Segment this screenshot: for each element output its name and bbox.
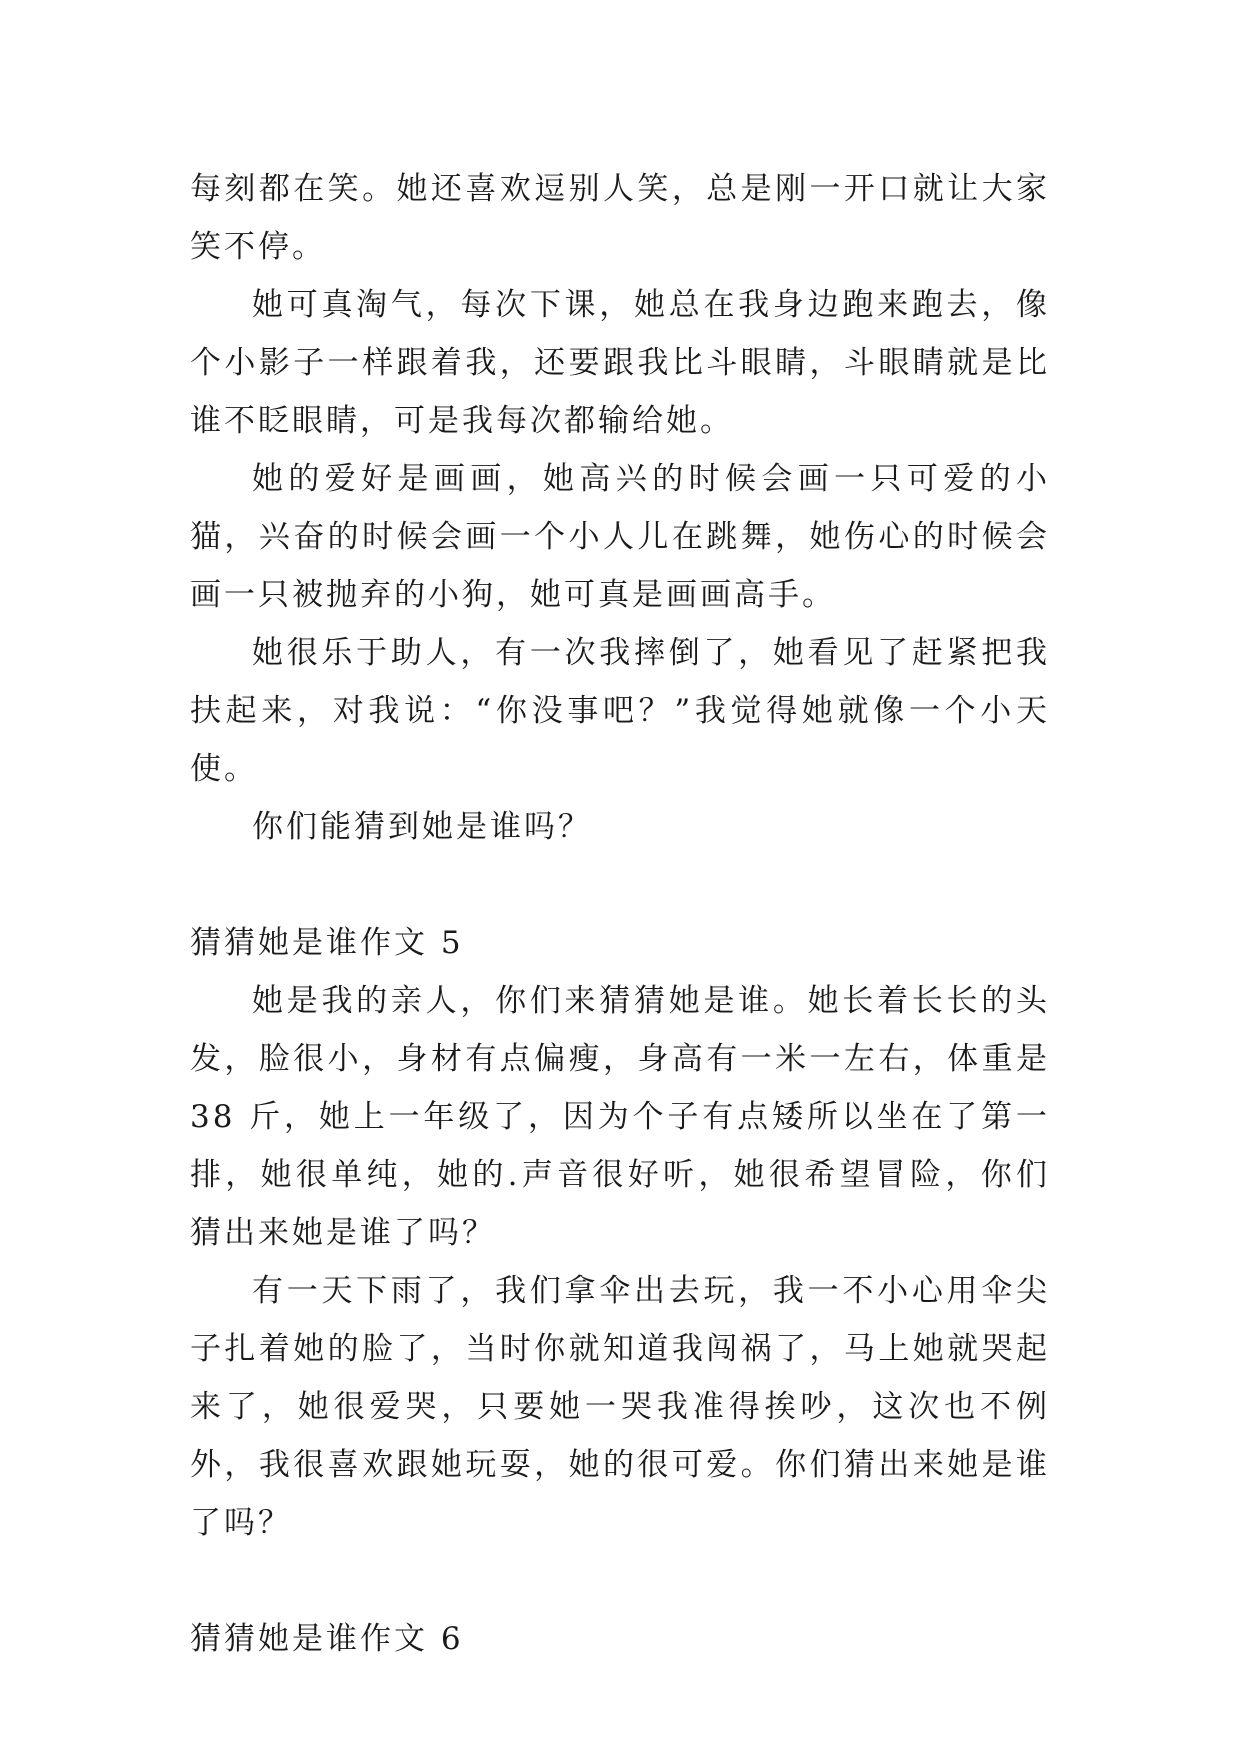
section-heading-5: 猜猜她是谁作文 5	[190, 925, 464, 961]
paragraph: 有一天下雨了，我们拿伞出去玩，我一不小心用伞尖子扎着她的脸了，当时你就知道我闯祸了，马上她就哭起来了，她很爱哭，只要她一哭我准得挨吵，这次也不例外，我很喜欢跟她玩耍，她的很可爱。你们猜出来她是谁了吗？	[190, 1273, 1050, 1541]
paragraph: 你们能猜到她是谁吗？	[252, 809, 592, 845]
paragraph: 她是我的亲人，你们来猜猜她是谁。她长着长长的头发，脸很小，身材有点偏瘦，身高有一米一左右，体重是 38 斤，她上一年级了，因为个子有点矮所以坐在了第一排，她很单纯，她的.声音很好听，她很希望冒险，你们猜出来她是谁了吗？	[190, 983, 1050, 1251]
document-body	[190, 160, 1050, 1668]
paragraph: 她的爱好是画画，她高兴的时候会画一只可爱的小猫，兴奋的时候会画一个小人儿在跳舞，她伤心的时候会画一只被抛弃的小狗，她可真是画画高手。	[190, 461, 1050, 613]
paragraph: 她可真淘气，每次下课，她总在我身边跑来跑去，像个小影子一样跟着我，还要跟我比斗眼睛，斗眼睛就是比谁不眨眼睛，可是我每次都输给她。	[190, 287, 1050, 439]
section-heading-6: 猜猜她是谁作文 6	[190, 1621, 464, 1657]
paragraph: 她很乐于助人，有一次我摔倒了，她看见了赶紧把我扶起来，对我说：“你没事吧？”我觉得她就像一个小天使。	[190, 635, 1050, 787]
paragraph-continued: 每刻都在笑。她还喜欢逗别人笑，总是刚一开口就让大家笑不停。	[190, 171, 1050, 265]
